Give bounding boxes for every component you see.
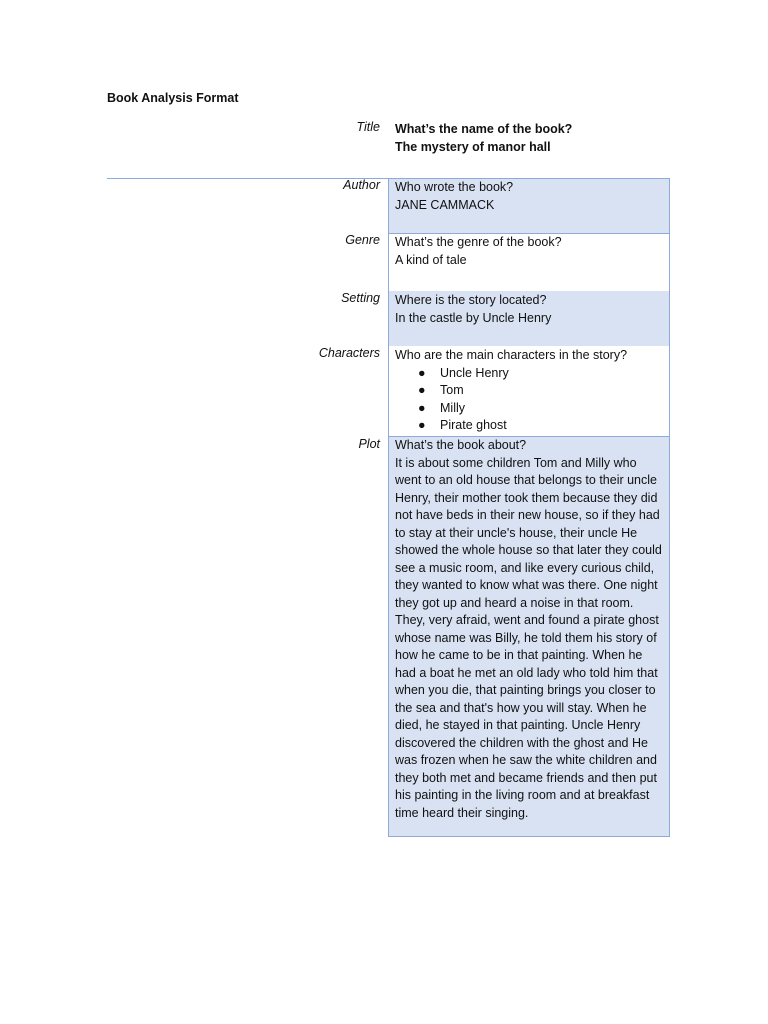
author-question: Who wrote the book? (395, 180, 514, 194)
title-answer: The mystery of manor hall (395, 140, 551, 154)
setting-question: Where is the story located? (395, 293, 547, 307)
genre-cell (388, 233, 670, 291)
row-divider (388, 436, 670, 437)
bullet-icon: ● (418, 400, 426, 415)
table-border-top (388, 178, 670, 179)
bullet-icon: ● (418, 365, 426, 380)
list-item: ● Pirate ghost (440, 417, 664, 435)
characters-label: Characters (318, 346, 380, 360)
genre-question: What’s the genre of the book? (395, 235, 562, 249)
genre-answer: A kind of tale (395, 252, 467, 267)
title-label: Title (356, 120, 380, 134)
plot-question: What’s the book about? (395, 438, 527, 452)
author-cell (388, 178, 670, 233)
list-item: ● Tom (440, 382, 664, 400)
bullet-icon: ● (418, 383, 426, 397)
table-border-bottom (388, 836, 670, 837)
table-border-left (388, 178, 389, 836)
list-item: ● Milly (440, 400, 664, 418)
setting-label: Setting (341, 291, 380, 305)
author-answer: JANE CAMMACK (395, 197, 495, 212)
list-item: ● Uncle Henry (440, 365, 664, 383)
document-heading: Book Analysis Format (107, 91, 239, 105)
plot-label: Plot (358, 437, 380, 451)
characters-question: Who are the main characters in the story? (395, 348, 628, 362)
characters-list (395, 365, 664, 435)
row-divider (388, 233, 670, 234)
author-label: Author (343, 178, 380, 192)
title-question: What’s the name of the book? (395, 122, 573, 136)
plot-cell (388, 436, 670, 836)
genre-label: Genre (345, 233, 380, 247)
characters-cell (388, 346, 670, 436)
title-cell (395, 120, 572, 156)
setting-cell (388, 291, 670, 346)
plot-answer: It is about some children Tom and Milly who went to an old house that belongs to their uncle Henry, their mother took them because they did not have beds in their new house, so if they had to stay at their uncle's house, their uncle He showed the whole house so that later they could see a music room, and like every curious child, they wanted to know what was there. One night they got up and heard a noise in that room. They, very afraid, went and found a pirate ghost whose name was Billy, he told them his story of how he came to be in that painting. When he had a boat he met an old lady who told him that when you die, that painting brings you closer to the sea and that's how you will stay. When he died, he stayed in that painting. Uncle Henry discovered the children with the ghost and He was frozen when he saw the white children and they both met and became friends and then put his painting in the living room and at breakfast time heard their singing. (395, 455, 662, 820)
table-border-right (669, 178, 670, 836)
bullet-icon: ● (418, 418, 426, 432)
setting-answer: In the castle by Uncle Henry (395, 310, 552, 325)
